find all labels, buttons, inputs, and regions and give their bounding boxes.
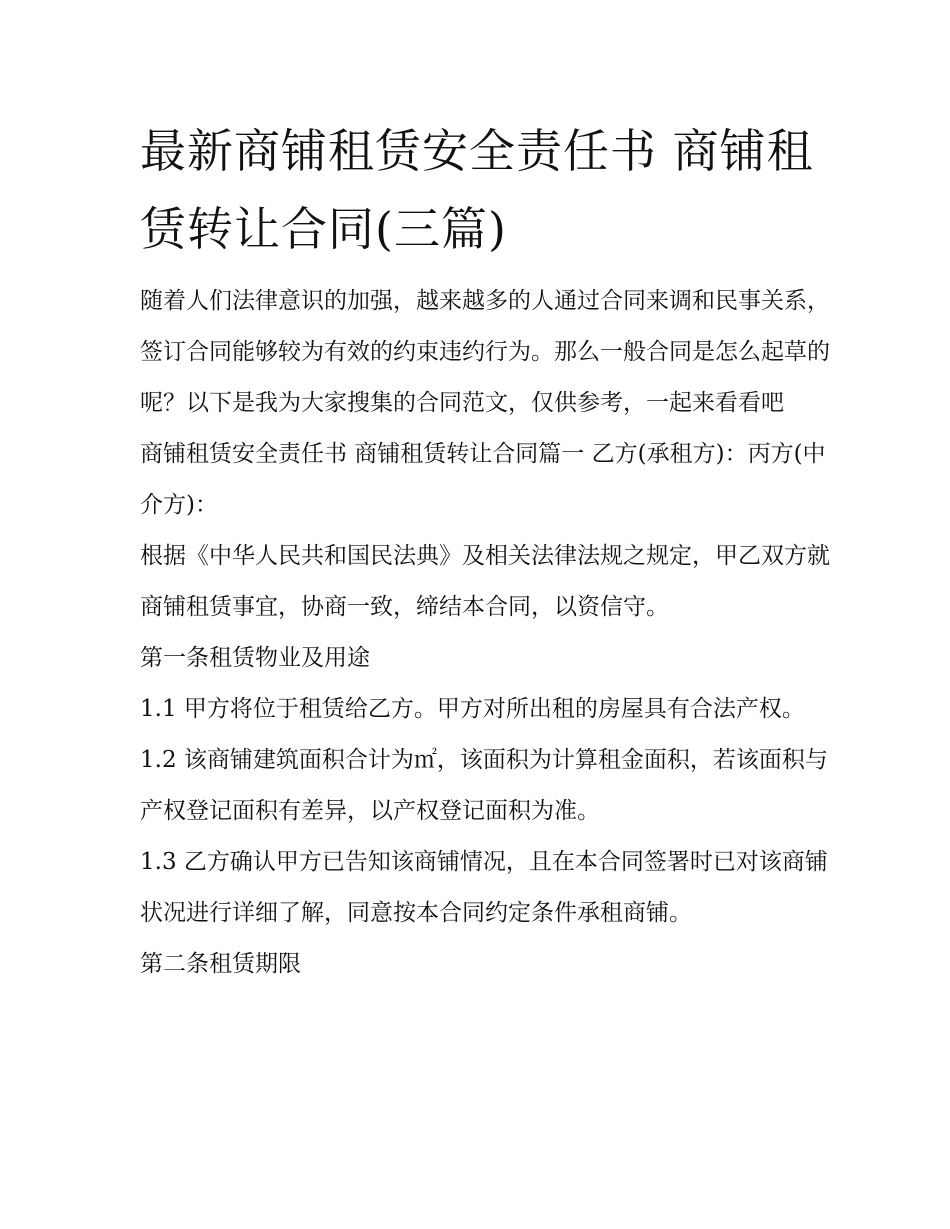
article-1-heading: 第一条租赁物业及用途 [140,645,370,671]
legal-basis-paragraph: 根据《中华人民共和国民法典》及相关法律法规之规定，甲乙双方就商铺租赁事宜，协商一致，缔结本合同，以资信守。 [140,543,830,620]
clause-1-3: 1.3 乙方确认甲方已告知该商铺情况，且在本合同签署时已对该商铺状况进行详细了解，同意按本合同约定条件承租商铺。 [140,849,828,926]
intro-paragraph: 随着人们法律意识的加强，越来越多的人通过合同来调和民事关系，签订合同能够较为有效的约束违约行为。那么一般合同是怎么起草的呢？以下是我为大家搜集的合同范文，仅供参考，一起来看看吧 [140,288,830,416]
article-2-heading: 第二条租赁期限 [140,951,301,977]
clause-1-1: 1.1 甲方将位于租赁给乙方。甲方对所出租的房屋具有合法产权。 [140,696,805,722]
document-title: 最新商铺租赁安全责任书 商铺租赁转让合同(三篇) [140,124,814,256]
document-body [140,276,830,990]
section-heading-parties: 商铺租赁安全责任书 商铺租赁转让合同篇一 乙方(承租方)：丙方(中介方)： [140,441,826,518]
clause-1-2: 1.2 该商铺建筑面积合计为㎡，该面积为计算租金面积，若该面积与产权登记面积有差异，以产权登记面积为准。 [140,747,828,824]
